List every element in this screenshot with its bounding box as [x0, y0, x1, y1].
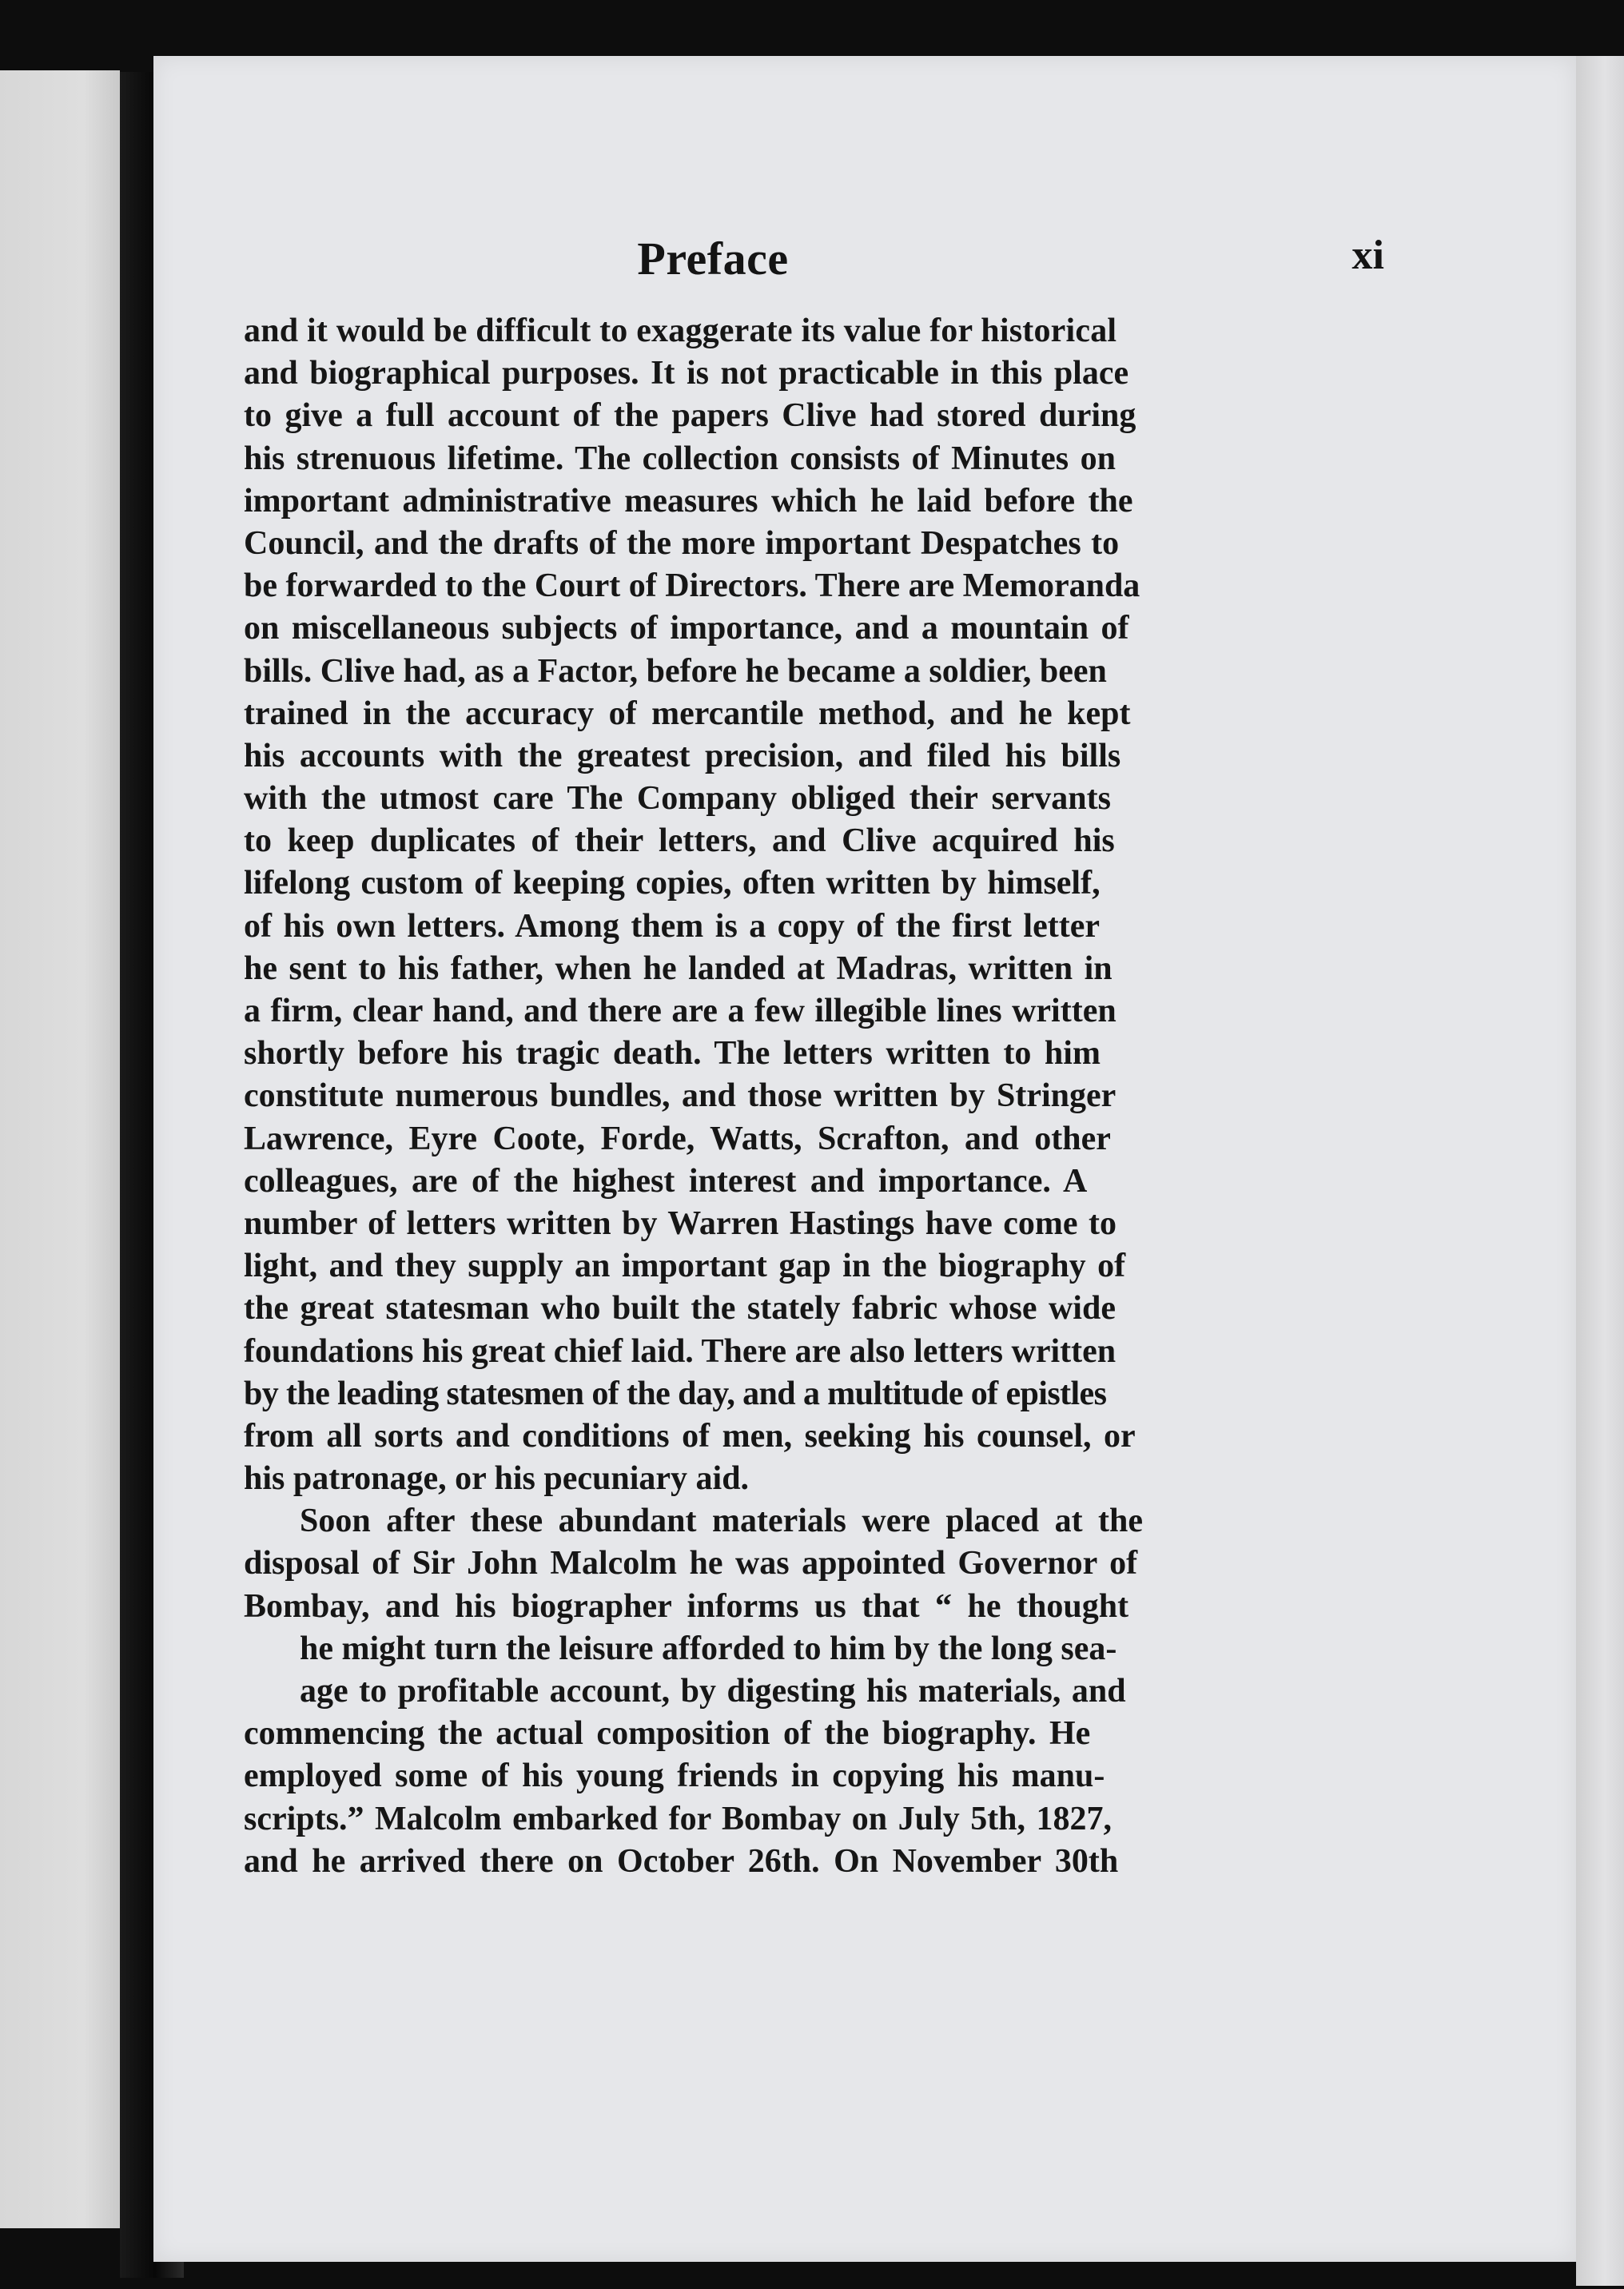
text-line: colleagues, are of the highest interest and importance. A	[244, 1162, 1088, 1200]
text-line: scripts.” Malcolm embarked for Bombay on July 5th, 1827,	[244, 1800, 1113, 1837]
text-line: his accounts with the greatest precision, and filed his bills	[244, 737, 1121, 774]
text-line: on miscellaneous subjects of importance, and a mountain of	[244, 610, 1129, 647]
text-line: and biographical purposes. It is not practicable in this place	[244, 355, 1129, 392]
text-line: a firm, clear hand, and there are a few illegible lines written	[244, 993, 1116, 1029]
text-line: be forwarded to the Court of Directors. There are Memoranda	[244, 567, 1140, 605]
text-line: he sent to his father, when he landed at Madras, written in	[244, 949, 1113, 987]
facing-page-edge	[0, 70, 120, 2228]
text-line: from all sorts and conditions of men, seeking his counsel, or	[244, 1417, 1136, 1455]
text-line: shortly before his tragic death. The letters written to him	[244, 1035, 1101, 1073]
text-line: with the utmost care The Company obliged their servants	[244, 780, 1111, 818]
text-line: by the leading statesmen of the day, and a multitude of epistles	[244, 1375, 1107, 1412]
text-line: his patronage, or his pecuniary aid.	[244, 1460, 750, 1498]
text-line: foundations his great chief laid. There are also letters written	[244, 1332, 1116, 1370]
text-line: to keep duplicates of their letters, and Clive acquired his	[244, 822, 1115, 860]
text-line: he might turn the leisure afforded to him by the long sea-	[300, 1630, 1117, 1667]
text-line: age to profitable account, by digesting his materials, and	[300, 1673, 1126, 1710]
running-head: Preface	[637, 233, 789, 285]
text-line: Lawrence, Eyre Coote, Forde, Watts, Scrafton, and other	[244, 1120, 1111, 1157]
text-line: bills. Clive had, as a Factor, before he became a soldier, been	[244, 652, 1107, 690]
body-text	[244, 310, 1247, 1883]
text-line: and he arrived there on October 26th. On November 30th	[244, 1842, 1119, 1880]
text-line: constitute numerous bundles, and those written by Stringer	[244, 1077, 1116, 1115]
text-line: light, and they supply an important gap in the biography of	[244, 1248, 1126, 1285]
text-line: lifelong custom of keeping copies, often written by himself,	[244, 865, 1101, 902]
text-line: disposal of Sir John Malcolm he was appointed Governor of	[244, 1545, 1138, 1582]
text-line: of his own letters. Among them is a copy of the first letter	[244, 907, 1100, 945]
text-line: commencing the actual composition of the biography. He	[244, 1715, 1091, 1753]
text-line: Council, and the drafts of the more important Despatches to	[244, 524, 1120, 562]
text-line: trained in the accuracy of mercantile method, and he kept	[244, 695, 1131, 732]
page-header	[153, 232, 1576, 296]
text-line: Soon after these abundant materials were placed at the	[300, 1503, 1144, 1540]
text-line: number of letters written by Warren Hastings have come to	[244, 1204, 1117, 1242]
text-line: employed some of his young friends in copying his manu-	[244, 1758, 1105, 1795]
page-number: xi	[1351, 233, 1384, 278]
text-line: and it would be difficult to exaggerate its value for historical	[244, 312, 1117, 349]
page-edge-right	[1576, 56, 1624, 2286]
text-line: his strenuous lifetime. The collection consists of Minutes on	[244, 440, 1116, 477]
text-line: important administrative measures which he laid before the	[244, 482, 1133, 520]
text-line: the great statesman who built the stately fabric whose wide	[244, 1290, 1116, 1328]
text-line: Bombay, and his biographer informs us that “ he thought	[244, 1587, 1129, 1625]
text-line: to give a full account of the papers Clive had stored during	[244, 397, 1136, 435]
